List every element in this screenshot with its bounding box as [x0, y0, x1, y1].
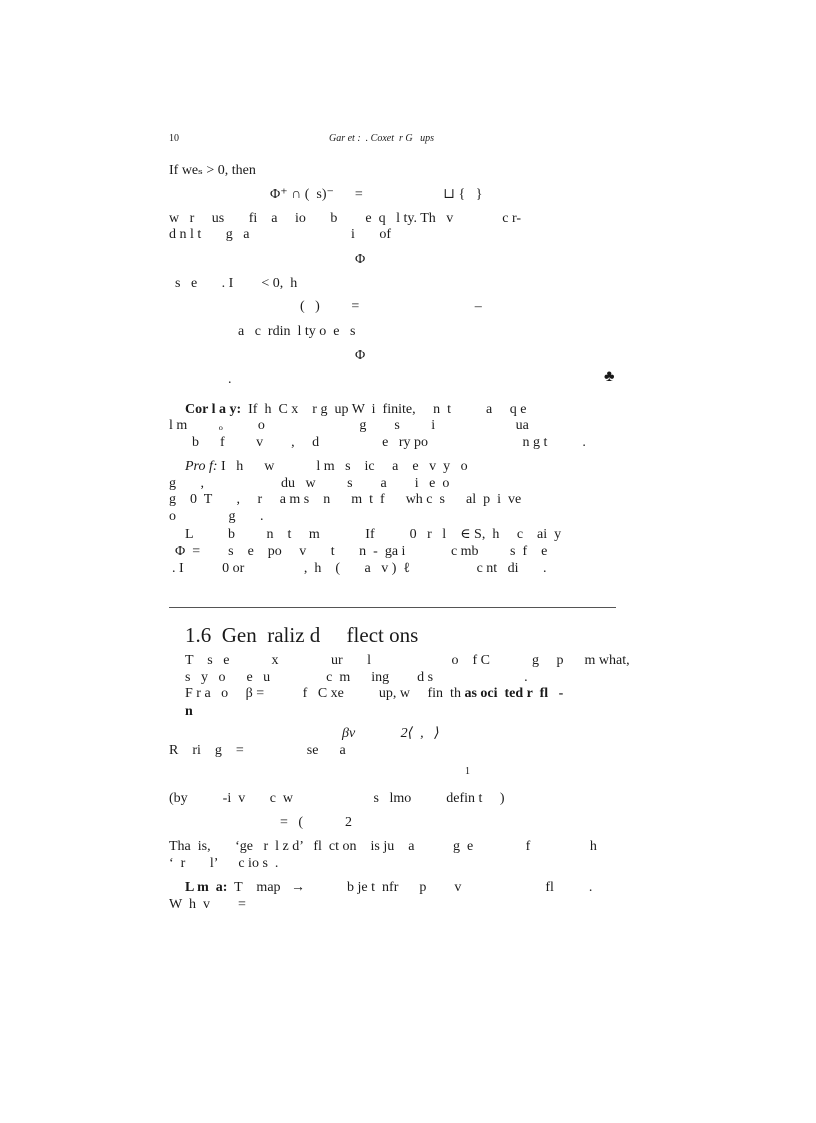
- text-line: W h v =: [169, 897, 246, 912]
- proof-label: Pro f:: [185, 459, 218, 474]
- text-line: b f v , d e ry po n g t .: [192, 435, 586, 450]
- display-equation: = ( 2: [280, 815, 353, 830]
- text-line: l m ₒ o g s i ua: [169, 418, 529, 433]
- text-line: d n l t g a i of: [169, 227, 392, 242]
- text-run: F r a o β = f C xe up, w fin th: [185, 686, 465, 701]
- text-line: R ri g = se a: [169, 743, 346, 758]
- running-title: Gar et : . Coxet r G ups: [329, 133, 434, 144]
- page-number: 10: [169, 133, 179, 144]
- text-line: .: [228, 372, 232, 387]
- defined-term: as oci ted r fl -: [464, 686, 564, 701]
- display-symbol: Φ: [355, 252, 366, 267]
- lemma-line: [185, 880, 592, 896]
- section-heading: 1.6 Gen raliz d flect ons: [185, 623, 419, 647]
- text-line: Tha is, ‘ge r l z d’ fl ct on is ju a g e f h: [169, 839, 597, 854]
- display-fragment: 1: [465, 766, 470, 777]
- corollary-text: If h C x r g up W i finite, n t a q e: [241, 402, 527, 417]
- text-line: If weₛ > 0, then: [169, 163, 256, 178]
- text-line: s e . I < 0, h: [175, 276, 298, 291]
- text-line: (by -i v c w s lmo defin t ): [169, 791, 505, 806]
- text-line: a c rdin l ty o e s: [238, 324, 356, 339]
- display-symbol: Φ: [355, 348, 366, 363]
- text-line: g 0 T , r a m s n m t f wh c s al p i ve: [169, 492, 522, 507]
- proof-text: I h w l m s ic a e v y o: [217, 459, 468, 474]
- text-line: T s e x ur l o f C g p m what,: [185, 653, 630, 668]
- display-equation: ( ) = –: [300, 299, 482, 314]
- corollary-label: Cor l a y:: [185, 402, 242, 417]
- text-line: w r us fi a io b e q l ty. Th v c r-: [169, 211, 522, 226]
- text-line: Φ = s e po v t n - ga i c mb s f e: [175, 544, 548, 559]
- end-of-proof-icon: ♣: [604, 368, 615, 385]
- proof-line: [185, 459, 468, 475]
- text-line: ‘ r l’ c io s .: [169, 856, 279, 871]
- corollary-line: [185, 402, 526, 418]
- text-line: g , du w s a i e o: [169, 476, 450, 491]
- display-equation: βv 2⟨ , ⟩: [342, 726, 440, 741]
- text-line: s y o e u c m ing d s .: [185, 670, 528, 685]
- lemma-label: L m a:: [185, 880, 228, 895]
- text-line: . I 0 or , h ( a v ) ℓ c nt di .: [172, 561, 547, 576]
- section-divider: [169, 607, 616, 608]
- text-line: [185, 686, 563, 702]
- text-line: L b n t m If 0 r l ∈ S, h c ai y: [185, 527, 562, 542]
- display-equation: Φ⁺ ∩ ( s)⁻ = ⊔ { }: [270, 187, 483, 202]
- text-line: n: [185, 704, 193, 719]
- text-line: o g .: [169, 509, 264, 524]
- lemma-text: T map → b je t nfr p v fl .: [227, 880, 593, 895]
